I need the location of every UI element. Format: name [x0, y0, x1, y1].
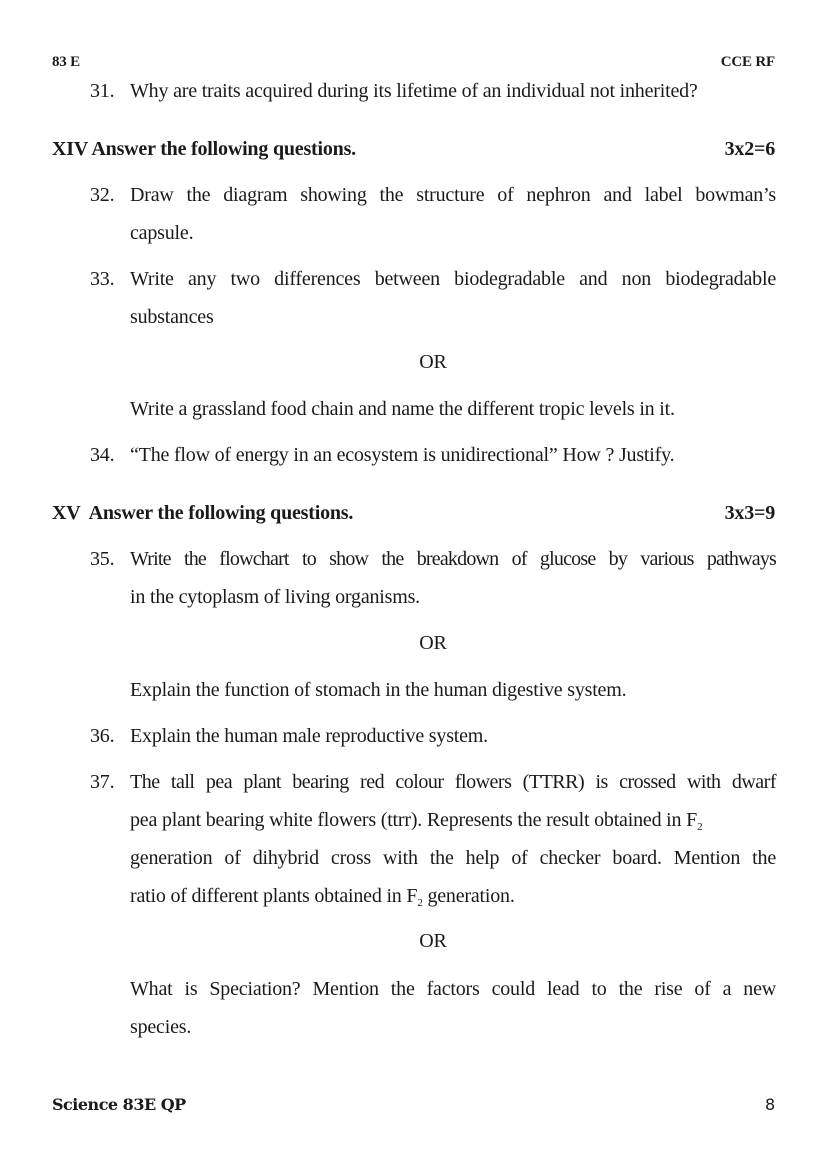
section-xiv-title: XIV Answer the following questions.	[52, 138, 356, 160]
or-divider: OR	[419, 351, 447, 373]
section-xv-title: XV Answer the following questions.	[52, 502, 354, 524]
question-37-text: generation.	[422, 885, 515, 907]
question-32-line: Draw the diagram showing the structure of nephron and label bowman’s	[130, 184, 776, 206]
question-35-line: Write the flowchart to show the breakdown of glucose by various pathways	[130, 548, 776, 570]
question-37-alternative: species.	[130, 1016, 192, 1038]
question-number: 35.	[90, 548, 115, 570]
page-number: 8	[765, 1095, 775, 1114]
question-number: 36.	[90, 725, 115, 747]
question-37-text: ratio of different plants obtained in F	[130, 885, 418, 907]
section-xiv-marks: 3x2=6	[724, 138, 775, 160]
question-31-text: Why are traits acquired during its lifetime of an individual not inherited?	[130, 80, 698, 102]
question-33-line: substances	[130, 306, 214, 328]
or-divider: OR	[419, 632, 447, 654]
question-number: 37.	[90, 771, 115, 793]
question-37-line: generation of dihybrid cross with the help of checker board. Mention the	[130, 847, 776, 869]
question-35-alternative: Explain the function of stomach in the human digestive system.	[130, 679, 627, 701]
question-36-text: Explain the human male reproductive system.	[130, 725, 488, 747]
subscript: 2	[697, 821, 703, 833]
question-number: 31.	[90, 80, 115, 102]
subscript: 2	[417, 897, 423, 909]
question-34-text: “The flow of energy in an ecosystem is unidirectional” How ? Justify.	[130, 444, 675, 466]
question-32-line: capsule.	[130, 222, 194, 244]
header-series: CCE RF	[720, 54, 775, 70]
header-code: 83 E	[52, 54, 80, 70]
question-33-alternative: Write a grassland food chain and name the different tropic levels in it.	[130, 398, 675, 420]
or-divider: OR	[419, 930, 447, 952]
question-37-line: The tall pea plant bearing red colour flowers (TTRR) is crossed with dwarf	[130, 771, 776, 793]
question-37-alternative: What is Speciation? Mention the factors could lead to the rise of a new	[130, 978, 776, 1000]
question-number: 34.	[90, 444, 115, 466]
question-33-line: Write any two differences between biodegradable and non biodegradable	[130, 268, 776, 290]
question-number: 32.	[90, 184, 115, 206]
question-37-text: pea plant bearing white flowers (ttrr). Represents the result obtained in F	[130, 809, 698, 831]
footer-title: Science 83E QP	[52, 1095, 186, 1114]
question-35-line: in the cytoplasm of living organisms.	[130, 586, 420, 608]
question-37-line	[130, 884, 515, 908]
question-number: 33.	[90, 268, 115, 290]
section-xv-marks: 3x3=9	[724, 502, 775, 524]
question-37-line	[130, 808, 702, 832]
